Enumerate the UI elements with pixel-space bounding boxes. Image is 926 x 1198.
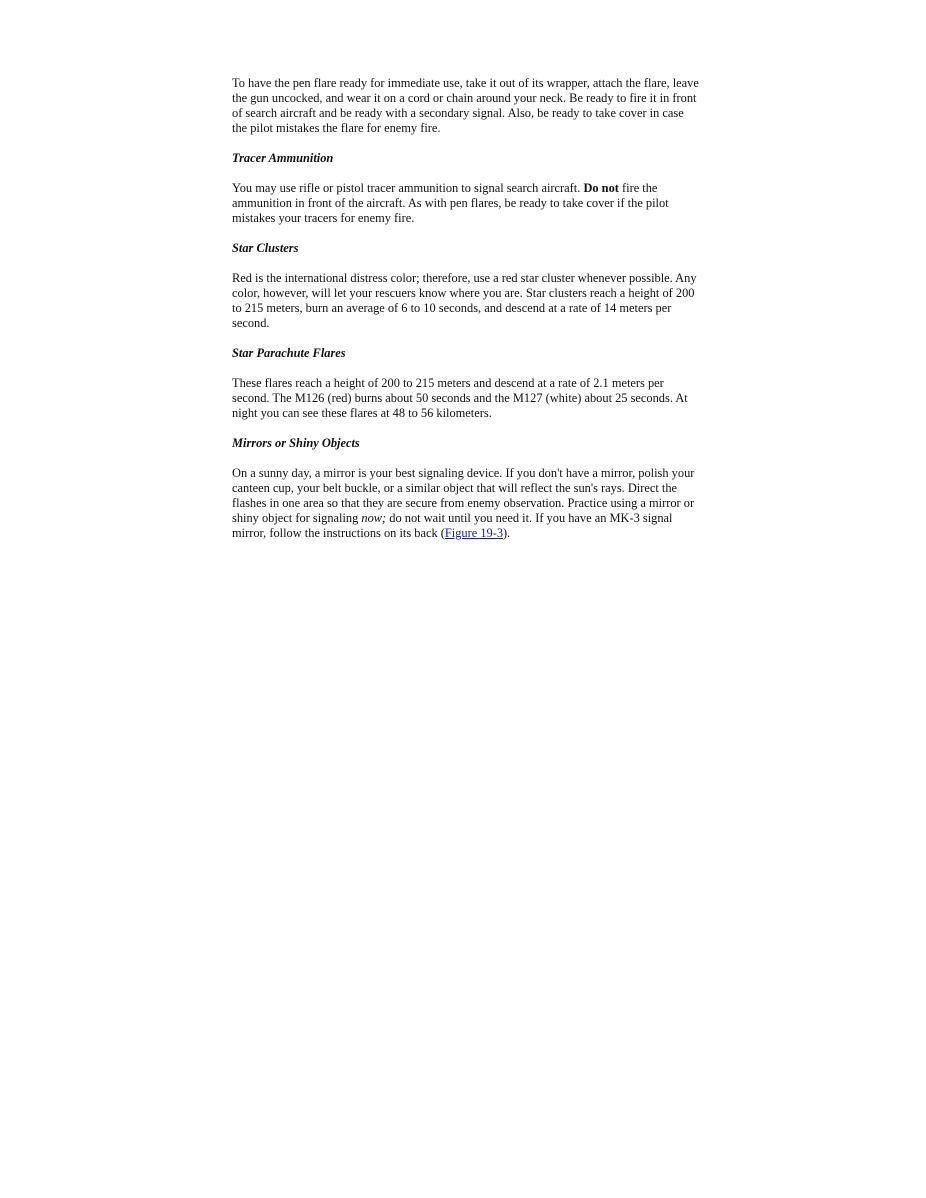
- pen-flare-paragraph: To have the pen flare ready for immediate use, take it out of its wrapper, attach the flare, leave the gun uncocked, and wear it on a cord or chain around your neck. Be ready to fire it in front of search aircraft and be ready with a secondary signal. Also, be ready to take cover in case the pilot mistakes the flare for enemy fire.: [232, 76, 699, 135]
- mirrors-text-start: On a sunny day, a mirror is your best signaling device. If you don't have a mirror, polish your canteen cup, your belt buckle, or a similar object that will reflect the sun's rays. Direct the flashes in one area so that they are secure from enemy observation. Practice using a mirror or shiny object for signaling: [232, 466, 695, 525]
- tracer-text-end: fire the ammunition in front of the aircraft. As with pen flares, be ready to take cover if the pilot mistakes your tracers for enemy fire.: [232, 181, 669, 225]
- tracer-text-start: You may use rifle or pistol tracer ammunition to signal search aircraft.: [232, 181, 584, 195]
- figure-19-3-link[interactable]: Figure 19-3: [444, 526, 504, 540]
- now-emphasis: now;: [361, 511, 387, 525]
- mirrors-text-middle: do not wait until you need it. If you have an MK-3 signal mirror, follow the instructions on its back (: [232, 511, 673, 540]
- document-body: [232, 76, 700, 556]
- do-not-emphasis: Do not: [583, 181, 619, 195]
- star-clusters-paragraph: Red is the international distress color; therefore, use a red star cluster whenever possible. Any color, however, will let your rescuers know where you are. Star clusters reach a height of 200 to 215 meters, burn an average of 6 to 10 seconds, and descend at a rate of 14 meters per second.: [232, 271, 697, 330]
- mirrors-heading: Mirrors or Shiny Objects: [232, 436, 360, 450]
- mirrors-text-end: ).: [503, 526, 511, 540]
- star-parachute-flares-paragraph: These flares reach a height of 200 to 215 meters and descend at a rate of 2.1 meters per second. The M126 (red) burns about 50 seconds and the M127 (white) about 25 seconds. At night you can see these flares at 48 to 56 kilometers.: [232, 376, 688, 420]
- mirrors-paragraph: [232, 466, 700, 541]
- star-clusters-heading: Star Clusters: [232, 241, 299, 255]
- tracer-ammunition-heading: Tracer Ammunition: [232, 151, 334, 165]
- tracer-ammunition-paragraph: [232, 181, 700, 226]
- star-parachute-flares-heading: Star Parachute Flares: [232, 346, 346, 360]
